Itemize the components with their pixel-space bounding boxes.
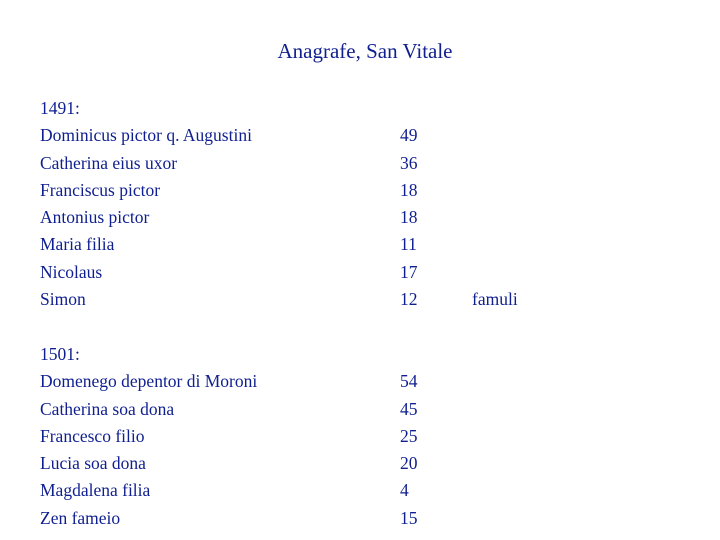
table-row bbox=[40, 177, 592, 204]
person-name: Franciscus pictor bbox=[40, 179, 161, 200]
person-name: Lucia soa dona bbox=[40, 453, 146, 474]
person-name: Catherina eius uxor bbox=[40, 152, 178, 173]
person-note bbox=[472, 505, 592, 532]
person-age: 25 bbox=[400, 425, 418, 446]
person-age: 45 bbox=[400, 398, 418, 419]
person-age: 20 bbox=[400, 453, 418, 474]
table-row bbox=[40, 286, 592, 313]
person-note bbox=[472, 122, 592, 149]
page-title: Anagrafe, San Vitale bbox=[277, 39, 453, 63]
person-name: Francesco filio bbox=[40, 425, 145, 446]
person-name: Simon bbox=[40, 289, 86, 310]
person-age: 36 bbox=[400, 152, 418, 173]
section-heading-row bbox=[40, 95, 592, 122]
person-note bbox=[472, 368, 592, 395]
section-heading: 1491: bbox=[40, 98, 80, 118]
person-note: famuli bbox=[472, 289, 518, 310]
person-age: 49 bbox=[400, 125, 418, 146]
person-name: Dominicus pictor q. Augustini bbox=[40, 125, 252, 146]
record-block-1501 bbox=[40, 341, 592, 532]
person-age: 54 bbox=[400, 371, 418, 392]
table-row bbox=[40, 477, 592, 504]
person-age: 18 bbox=[400, 207, 418, 228]
person-age: 11 bbox=[400, 234, 417, 255]
table-row bbox=[40, 368, 592, 395]
table-row bbox=[40, 396, 592, 423]
table-row bbox=[40, 204, 592, 231]
table-row bbox=[40, 423, 592, 450]
person-age: 17 bbox=[400, 261, 418, 282]
person-note bbox=[472, 259, 592, 286]
person-note bbox=[472, 396, 592, 423]
person-note bbox=[472, 177, 592, 204]
person-name: Nicolaus bbox=[40, 261, 103, 282]
person-note bbox=[472, 150, 592, 177]
person-age: 4 bbox=[400, 480, 409, 501]
person-name: Zen fameio bbox=[40, 507, 121, 528]
person-note bbox=[472, 477, 592, 504]
person-name: Catherina soa dona bbox=[40, 398, 175, 419]
table-row bbox=[40, 259, 592, 286]
section-heading-row bbox=[40, 341, 592, 368]
person-name: Domenego depentor di Moroni bbox=[40, 371, 258, 392]
person-note bbox=[472, 423, 592, 450]
person-name: Antonius pictor bbox=[40, 207, 150, 228]
table-row bbox=[40, 150, 592, 177]
person-age: 15 bbox=[400, 507, 418, 528]
person-note bbox=[472, 204, 592, 231]
person-name: Magdalena filia bbox=[40, 480, 151, 501]
section-heading: 1501: bbox=[40, 344, 80, 364]
person-note bbox=[472, 231, 592, 258]
person-name: Maria filia bbox=[40, 234, 115, 255]
table-row bbox=[40, 231, 592, 258]
record-block-1491 bbox=[40, 95, 592, 313]
person-note bbox=[472, 450, 592, 477]
table-row bbox=[40, 450, 592, 477]
person-age: 18 bbox=[400, 179, 418, 200]
table-row bbox=[40, 122, 592, 149]
table-row bbox=[40, 505, 592, 532]
person-age: 12 bbox=[400, 289, 418, 310]
